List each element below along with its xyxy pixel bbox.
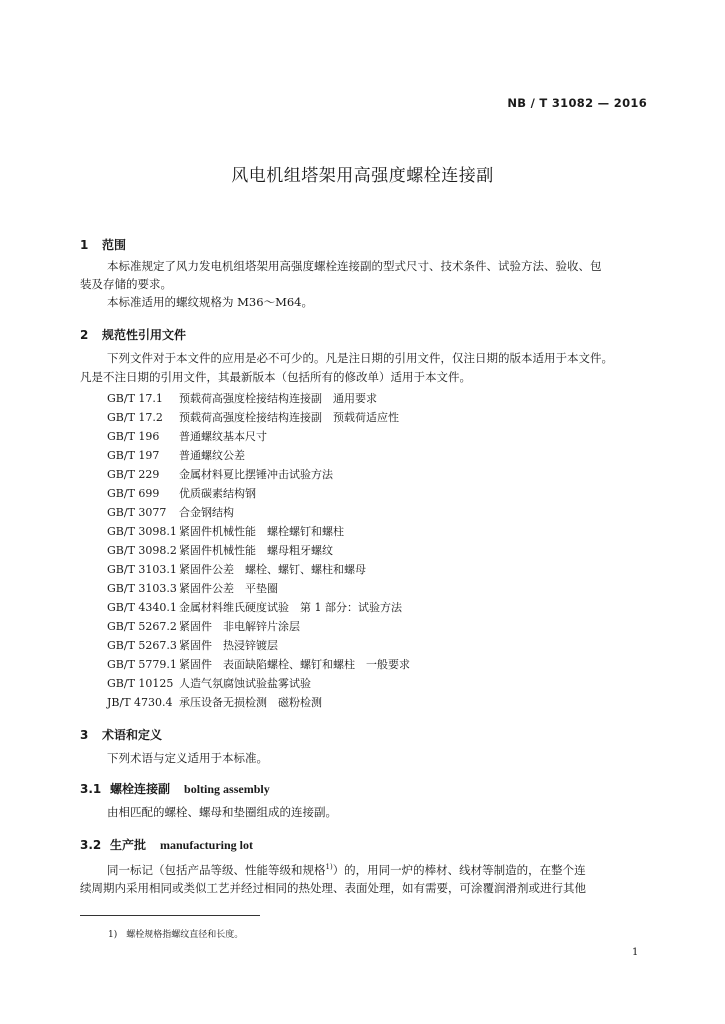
section-1-heading	[80, 236, 126, 253]
reference-code: GB/T 3077	[107, 506, 167, 519]
subsection-3-1-heading	[80, 780, 270, 797]
paragraph: 本标准适用的螺纹规格为 M36～M64。	[107, 295, 313, 309]
reference-name: 普通螺纹基本尺寸	[179, 430, 267, 443]
reference-item	[107, 618, 300, 634]
reference-name: 紧固件机械性能 螺母粗牙螺纹	[179, 544, 333, 557]
reference-item	[107, 580, 278, 596]
paragraph: 装及存储的要求。	[80, 277, 172, 291]
page-number: 1	[632, 947, 639, 958]
section-title: 规范性引用文件	[102, 328, 187, 342]
reference-item	[107, 694, 322, 710]
footnote-marker: 1)	[325, 863, 333, 871]
term-cn: 生产批	[110, 838, 147, 852]
reference-name: 预载荷高强度栓接结构连接副 预载荷适应性	[179, 411, 399, 424]
paragraph: 下列文件对于本文件的应用是必不可少的。凡是注日期的引用文件，仅注日期的版本适用于本文件。	[107, 351, 613, 365]
reference-name: 紧固件公差 平垫圈	[179, 582, 278, 595]
section-number: 2	[80, 328, 89, 342]
reference-item	[107, 523, 344, 539]
reference-name: 预载荷高强度栓接结构连接副 通用要求	[179, 392, 377, 405]
reference-code: GB/T 5267.3	[107, 639, 177, 652]
definition: 续周期内采用相同或类似工艺并经过相同的热处理、表面处理，如有需要，可涂覆润滑剂或进行其他	[80, 881, 586, 895]
document-title: 风电机组塔架用高强度螺栓连接副	[231, 166, 494, 186]
section-3-heading	[80, 726, 162, 743]
section-title: 范围	[102, 238, 127, 252]
reference-item	[107, 485, 256, 501]
reference-code: GB/T 3103.1	[107, 563, 177, 576]
reference-item	[107, 637, 278, 653]
term-cn: 螺栓连接副	[110, 782, 171, 796]
reference-code: GB/T 3098.1	[107, 525, 177, 538]
reference-item	[107, 675, 311, 691]
section-number: 3	[80, 728, 89, 742]
term-en: manufacturing lot	[160, 838, 254, 852]
reference-code: GB/T 197	[107, 449, 160, 462]
reference-name: 承压设备无损检测 磁粉检测	[179, 696, 322, 709]
definition-text: ）的，用同一炉的棒材、线材等制造的，在整个连	[332, 862, 586, 877]
standard-code: NB / T 31082 — 2016	[507, 96, 647, 110]
reference-name: 金属材料夏比摆锤冲击试验方法	[179, 468, 333, 481]
reference-item	[107, 428, 267, 444]
reference-name: 紧固件公差 螺栓、螺钉、螺柱和螺母	[179, 563, 366, 576]
reference-code: GB/T 5267.2	[107, 620, 177, 633]
subsection-number: 3.2	[80, 838, 102, 852]
reference-item	[107, 656, 410, 672]
reference-name: 人造气氛腐蚀试验盐雾试验	[179, 677, 311, 690]
reference-name: 紧固件 表面缺陷螺栓、螺钉和螺柱 一般要求	[179, 658, 410, 671]
reference-item	[107, 447, 245, 463]
subsection-number: 3.1	[80, 782, 102, 796]
definition: 由相匹配的螺栓、螺母和垫圈组成的连接副。	[107, 805, 337, 819]
reference-name: 紧固件 热浸锌镀层	[179, 639, 278, 652]
reference-code: JB/T 4730.4	[107, 696, 173, 709]
reference-item	[107, 561, 366, 577]
paragraph: 下列术语与定义适用于本标准。	[107, 751, 268, 765]
reference-name: 紧固件机械性能 螺栓螺钉和螺柱	[179, 525, 344, 538]
reference-name: 紧固件 非电解锌片涂层	[179, 620, 300, 633]
section-number: 1	[80, 238, 89, 252]
reference-item	[107, 409, 399, 425]
reference-code: GB/T 699	[107, 487, 160, 500]
footnote-divider	[80, 915, 260, 916]
reference-name: 普通螺纹公差	[179, 449, 245, 462]
reference-item	[107, 542, 333, 558]
term-en: bolting assembly	[184, 782, 270, 796]
definition	[107, 858, 586, 879]
reference-name: 优质碳素结构钢	[179, 487, 256, 500]
reference-code: GB/T 196	[107, 430, 160, 443]
reference-item	[107, 466, 333, 482]
definition-text: 同一标记（包括产品等级、性能等级和规格	[107, 862, 326, 877]
reference-code: GB/T 3103.3	[107, 582, 177, 595]
reference-item	[107, 390, 377, 406]
reference-item	[107, 599, 402, 615]
reference-name: 金属材料维氏硬度试验 第 1 部分：试验方法	[179, 601, 402, 614]
section-title: 术语和定义	[102, 728, 163, 742]
paragraph: 凡是不注日期的引用文件，其最新版本（包括所有的修改单）适用于本文件。	[80, 370, 471, 384]
reference-code: GB/T 17.2	[107, 411, 163, 424]
reference-item	[107, 504, 234, 520]
reference-code: GB/T 4340.1	[107, 601, 177, 614]
reference-name: 合金钢结构	[179, 506, 234, 519]
subsection-3-2-heading	[80, 836, 253, 853]
reference-code: GB/T 17.1	[107, 392, 163, 405]
section-2-heading	[80, 326, 186, 343]
reference-code: GB/T 3098.2	[107, 544, 177, 557]
reference-code: GB/T 229	[107, 468, 160, 481]
reference-code: GB/T 10125	[107, 677, 174, 690]
paragraph: 本标准规定了风力发电机组塔架用高强度螺栓连接副的型式尺寸、技术条件、试验方法、验收、包	[107, 259, 602, 273]
footnote: 1) 螺栓规格指螺纹直径和长度。	[108, 930, 244, 940]
reference-code: GB/T 5779.1	[107, 658, 177, 671]
